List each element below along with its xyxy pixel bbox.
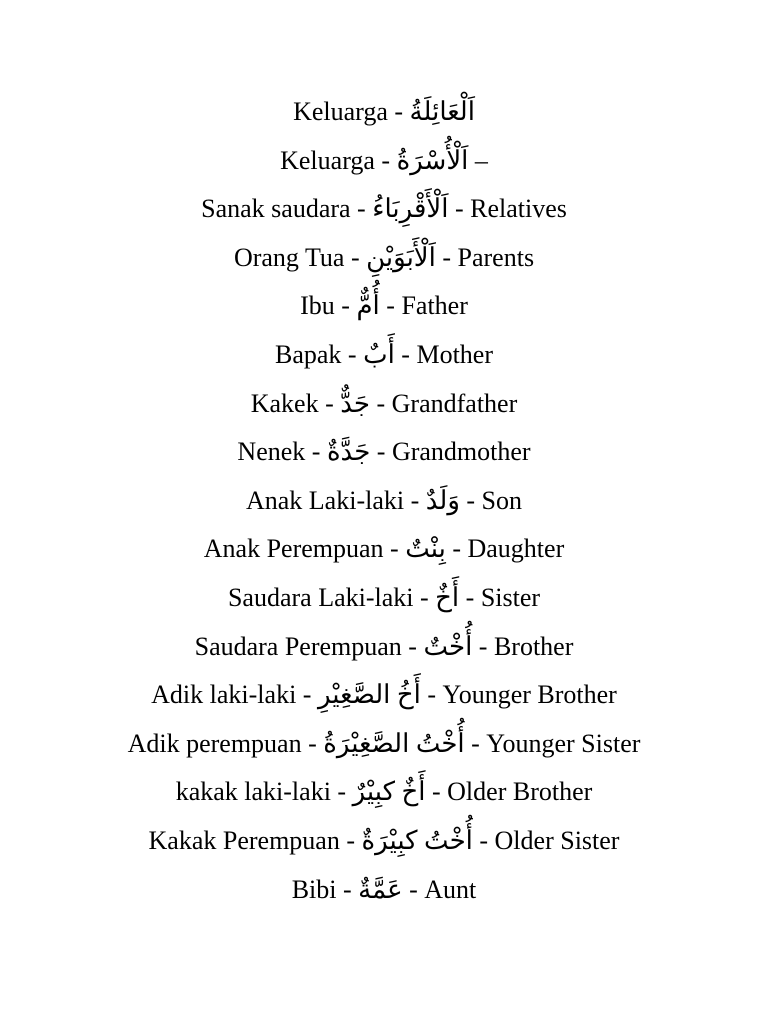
vocab-line: Keluarga - اَلْعَائِلَةُ xyxy=(293,97,475,126)
vocab-line: Kakek - جَدٌّ - Grandfather xyxy=(250,388,518,418)
vocab-line: Adik laki-laki - أَخُ الصَّغِيْرِ - Younger Brother xyxy=(151,680,617,710)
vocab-line: Adik perempuan - أُخْتُ الصَّغِيْرَةُ - Younger Sister xyxy=(127,728,641,758)
vocab-line: Bapak - أَبٌ - Mother xyxy=(275,339,493,369)
vocab-line: Ibu - أُمٌّ - Father xyxy=(300,291,468,321)
vocab-line: Sanak saudara - اَلْأَقْرِبَاءُ - Relatives xyxy=(201,194,567,224)
vocab-line: kakak laki-laki - أَخٌ كبِيْرٌ - Older Brother xyxy=(175,777,593,807)
vocab-line: Orang Tua - اَلْأَبَوَيْنِ - Parents xyxy=(233,242,535,272)
vocabulary-list xyxy=(0,88,768,914)
vocab-line: Anak Perempuan - بِنْتٌ - Daughter xyxy=(203,534,565,564)
vocab-line: Nenek - جَدَّةٌ - Grandmother xyxy=(237,437,531,467)
vocab-line: Anak Laki-laki - وَلَدٌ - Son xyxy=(245,485,522,515)
vocab-line: Kakak Perempuan - أُخْتُ كبِيْرَةٌ - Older Sister xyxy=(148,825,620,855)
vocab-line: Saudara Laki-laki - أَخٌ - Sister xyxy=(227,582,541,612)
vocab-line: Keluarga - اَلْأُسْرَةُ – xyxy=(280,145,488,175)
vocab-line: Saudara Perempuan - أُخْتٌ - Brother xyxy=(194,631,574,661)
vocab-line: Bibi - عَمَّةٌ - Aunt xyxy=(291,874,477,904)
